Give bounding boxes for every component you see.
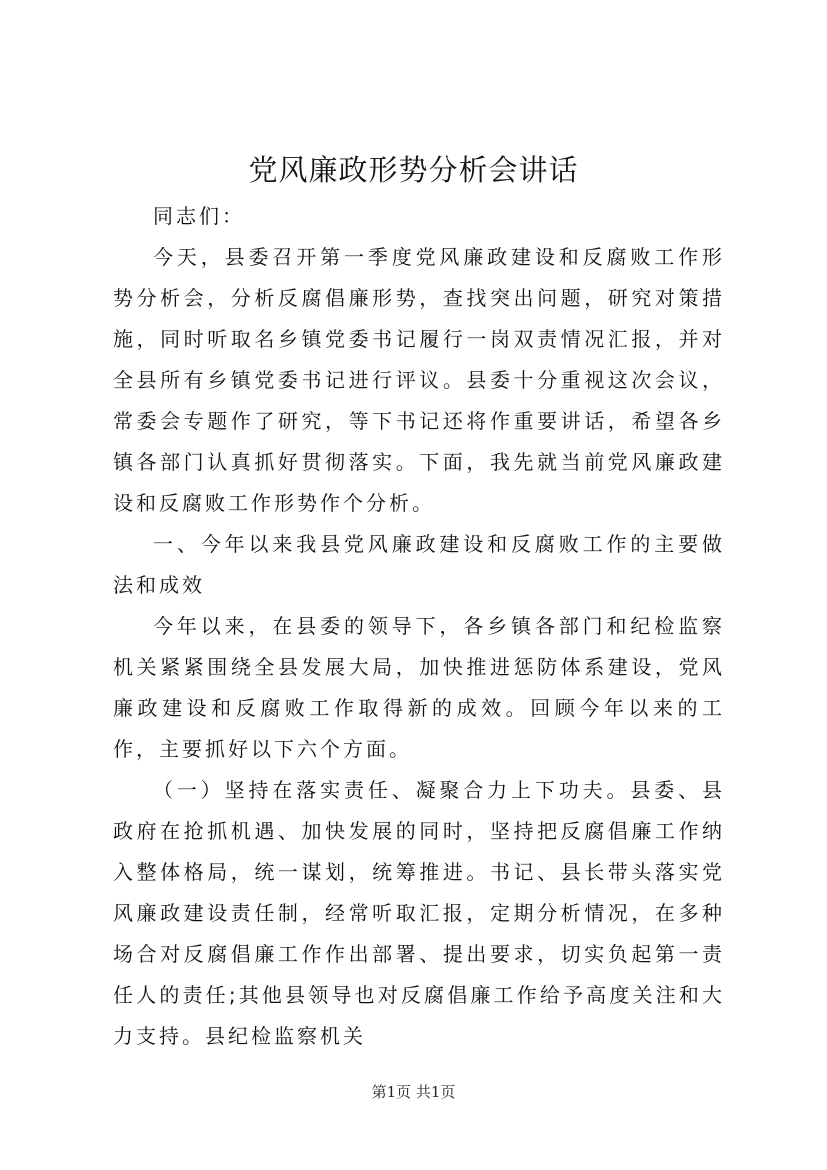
- page-footer: 第1页 共1页: [371, 1083, 456, 1101]
- paragraph-overview: 今年以来，在县委的领导下，各乡镇各部门和纪检监察机关紧紧围绕全县发展大局，加快推进惩防体系建设，党风廉政建设和反腐败工作取得新的成效。回顾今年以来的工作，主要抓好以下六个方面。: [113, 614, 725, 761]
- paragraph-item-one: （一）坚持在落实责任、凝聚合力上下功夫。县委、县政府在抢抓机遇、加快发展的同时，坚持把反腐倡廉工作纳入整体格局，统一谋划，统筹推进。书记、县长带头落实党风廉政建设责任制，经常听取汇报，定期分析情况，在多种场合对反腐倡廉工作作出部署、提出要求，切实负起第一责任人的责任;其他县领导也对反腐倡廉工作给予高度关注和大力支持。县纪检监察机关: [113, 778, 725, 1048]
- paragraph-intro: 今天，县委召开第一季度党风廉政建设和反腐败工作形势分析会，分析反腐倡廉形势，查找突出问题，研究对策措施，同时听取名乡镇党委书记履行一岗双责情况汇报，并对全县所有乡镇党委书记进行评议。县委十分重视这次会议，常委会专题作了研究，等下书记还将作重要讲话，希望各乡镇各部门认真抓好贯彻落实。下面，我先就当前党风廉政建设和反腐败工作形势作个分析。: [113, 245, 725, 515]
- salutation: 同志们：: [153, 204, 245, 228]
- document-body: [113, 196, 725, 1057]
- section-heading: 一、今年以来我县党风廉政建设和反腐败工作的主要做法和成效: [113, 532, 725, 597]
- document-title: 党风廉政形势分析会讲话: [248, 153, 579, 187]
